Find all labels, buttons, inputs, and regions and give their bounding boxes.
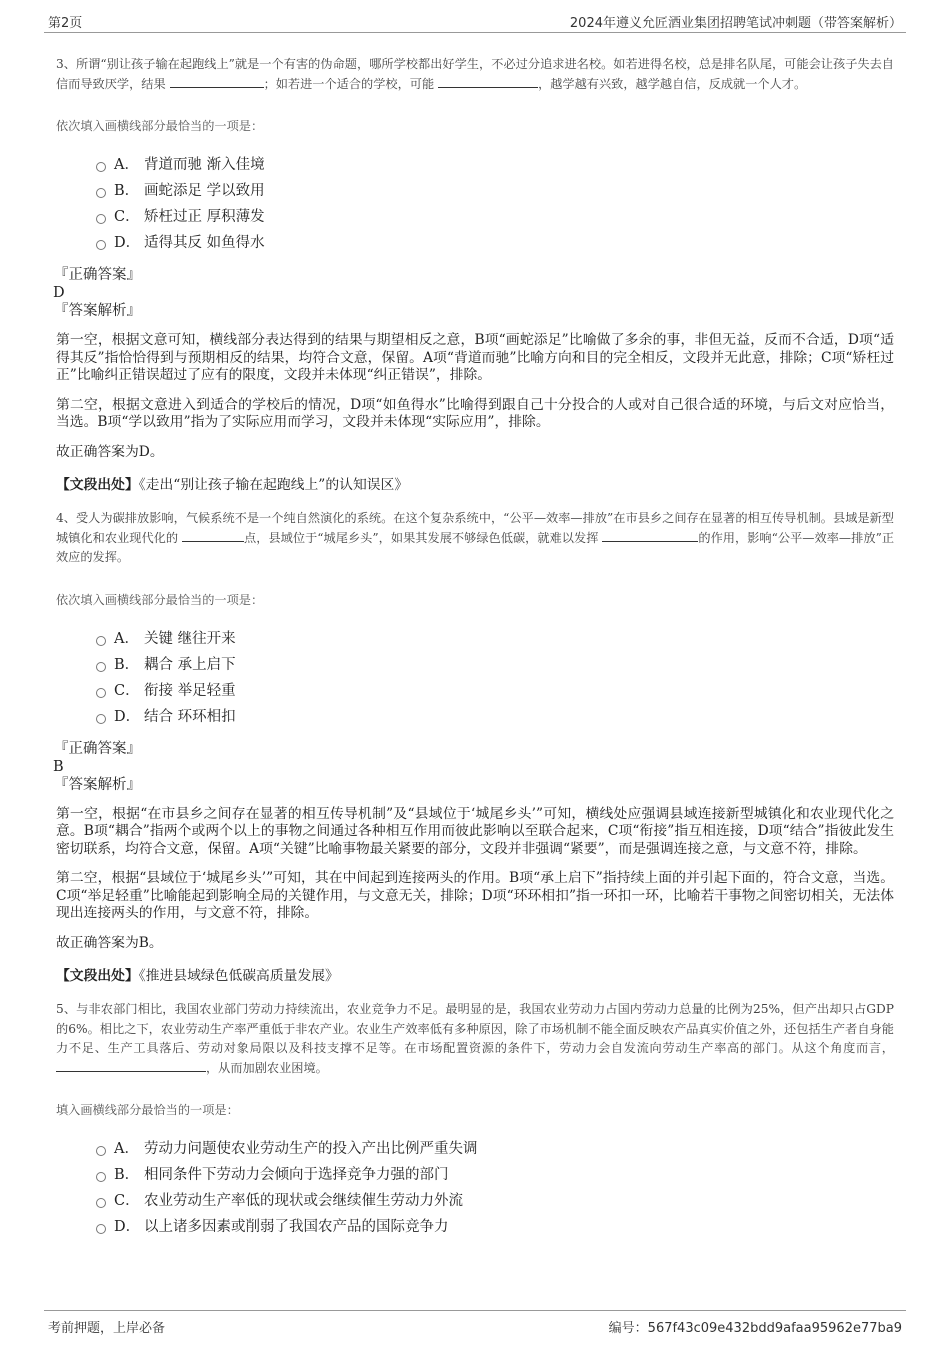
analysis-conclusion: 故正确答案为B。 [56,934,163,951]
radio-icon[interactable] [96,636,106,646]
option-d[interactable]: D． 以上诸多因素或削弱了我国农产品的国际竞争力 [96,1214,894,1240]
radio-icon[interactable] [96,688,106,698]
answer-blank [438,75,538,88]
page-header [44,8,906,33]
radio-icon[interactable] [96,1198,106,1208]
document-title: 2024年遵义允匠酒业集团招聘笔试冲刺题（带答案解析） [569,16,902,31]
page-footer [44,1310,906,1337]
option-d[interactable]: D． 适得其反 如鱼得水 [96,230,894,256]
radio-icon[interactable] [96,214,106,224]
question-5-options [96,1136,894,1240]
question-4-options [96,626,894,730]
option-a[interactable]: A． 背道而驰 渐入佳境 [96,152,894,178]
correct-answer-label: 『正确答案』 [54,740,141,757]
option-c[interactable]: C． 衔接 举足轻重 [96,678,894,704]
radio-icon[interactable] [96,240,106,250]
answer-blank [170,75,264,88]
analysis-paragraph: 第二空，根据“县域位于‘城尾乡头’”可知，其在中间起到连接两头的作用。B项“承上启下”指持续上面的并引起下面的，符合文意，当选。C项“举足轻重”比喻能起到影响全局的关键作用，与文意无关，排除；D项“环环相扣”指一环扣一环，比喻若干事物之间密切相关，无法体现出连接两头的作用，与文意不符，排除。 [56,870,894,921]
analysis-label: 『答案解析』 [54,303,141,319]
answer-blank [56,1059,206,1072]
question-5 [56,1000,894,1240]
question-5-instruction: 填入画横线部分最恰当的一项是： [56,1103,239,1117]
question-3-text: 3、所谓“别让孩子输在起跑线上”就是一个有害的伪命题，哪所学校都出好学生，不必过分追求进名校。如若进得名校，总是排名队尾，可能会让孩子失去自信而导致厌学，结果 ；如若进一个适合的学校，可能 ，越学越有兴致，越学越自信，反成就一个人才。 [56,57,894,91]
question-4 [53,509,895,984]
radio-icon[interactable] [96,188,106,198]
question-3-options [96,152,894,256]
option-d[interactable]: D． 结合 环环相扣 [96,704,894,730]
option-b[interactable]: B． 耦合 承上启下 [96,652,894,678]
question-3 [53,55,894,493]
radio-icon[interactable] [96,662,106,672]
page-content [53,55,895,1250]
correct-answer: D [53,285,65,301]
answer-blank [182,529,244,542]
answer-blank [602,529,698,542]
option-c[interactable]: C． 农业劳动生产率低的现状或会继续催生劳动力外流 [96,1188,894,1214]
option-c[interactable]: C． 矫枉过正 厚积薄发 [96,204,894,230]
page-number: 第2页 [48,16,83,31]
question-4-text: 4、受人为碳排放影响，气候系统不是一个纯自然演化的系统。在这个复杂系统中，“公平—效率—排放”在市县乡之间存在显著的相互传导机制。县域是新型城镇化和农业现代化的 点，县域位于“城尾乡头”，如果其发展不够绿色低碳，就难以发挥 的作用，影响“公平—效率—排放”正效应的发挥。 [56,511,895,564]
correct-answer-label: 『正确答案』 [54,267,141,283]
radio-icon[interactable] [96,1146,106,1156]
correct-answer: B [53,758,64,775]
analysis-paragraph: 第一空，根据文意可知，横线部分表达得到的结果与期望相反之意，B项“画蛇添足”比喻做了多余的事，非但无益，反而不合适，D项“适得其反”指恰恰得到与预期相反的结果，均符合文意，保留。A项“背道而驰”比喻方向和目的完全相反，文段并无此意，排除；C项“矫枉过正”比喻纠正错误超过了应有的限度，文段并未体现“纠正错误”，排除。 [56,332,894,383]
question-3-instruction: 依次填入画横线部分最恰当的一项是： [56,119,264,133]
analysis-paragraph: 第二空，根据文意进入到适合的学校后的情况，D项“如鱼得水”比喻得到跟自己十分投合的人或对自己很合适的环境，与后文对应恰当，当选。B项“学以致用”指为了实际应用而学习，文段并未体现“实际应用”，排除。 [56,396,894,430]
analysis-label: 『答案解析』 [54,776,141,793]
option-a[interactable]: A． 劳动力问题使农业劳动生产的投入产出比例严重失调 [96,1136,894,1162]
analysis-conclusion: 故正确答案为D。 [56,443,164,460]
source-citation: 【文段出处】《走出“别让孩子输在起跑线上”的认知误区》 [56,477,409,493]
radio-icon[interactable] [96,714,106,724]
footer-slogan: 考前押题，上岸必备 [48,1321,166,1336]
source-citation: 【文段出处】《推进县域绿色低碳高质量发展》 [56,968,339,984]
question-5-text: 5、与非农部门相比，我国农业部门劳动力持续流出，农业竞争力不足。最明显的是，我国农业劳动力占国内劳动力总量的比例为25%，但产出却只占GDP的6%。相比之下，农业劳动生产率严重低于非农产业。农业生产效率低有多种原因，除了市场机制不能全面反映农产品真实价值之外，还包括生产者自身能力不足、生产工具落后、劳动对象局限以及科技支撑不足等。在市场配置资源的条件下，劳动力会自发流向劳动生产率高的部门。从这个角度而言， ，从而加剧农业困境。 [56,1002,894,1075]
option-b[interactable]: B． 画蛇添足 学以致用 [96,178,894,204]
radio-icon[interactable] [96,162,106,172]
option-b[interactable]: B． 相同条件下劳动力会倾向于选择竞争力强的部门 [96,1162,894,1188]
option-a[interactable]: A． 关键 继往开来 [96,626,894,652]
question-4-instruction: 依次填入画横线部分最恰当的一项是： [56,592,264,607]
analysis-paragraph: 第一空，根据“在市县乡之间存在显著的相互传导机制”及“县域位于‘城尾乡头’”可知，横线处应强调县域连接新型城镇化和农业现代化之意。B项“耦合”指两个或两个以上的事物之间通过各种相互作用而彼此影响以至联合起来，C项“衔接”指互相连接，D项“结合”指彼此发生密切联系，均符合文意，保留。A项“关键”比喻事物最关紧要的部分，文段并非强调“紧要”，而是强调连接之意，与文意不符，排除。 [56,805,894,857]
radio-icon[interactable] [96,1224,106,1234]
radio-icon[interactable] [96,1172,106,1182]
document-code: 编号：567f43c09e432bdd9afaa95962e77ba9 [608,1321,902,1336]
